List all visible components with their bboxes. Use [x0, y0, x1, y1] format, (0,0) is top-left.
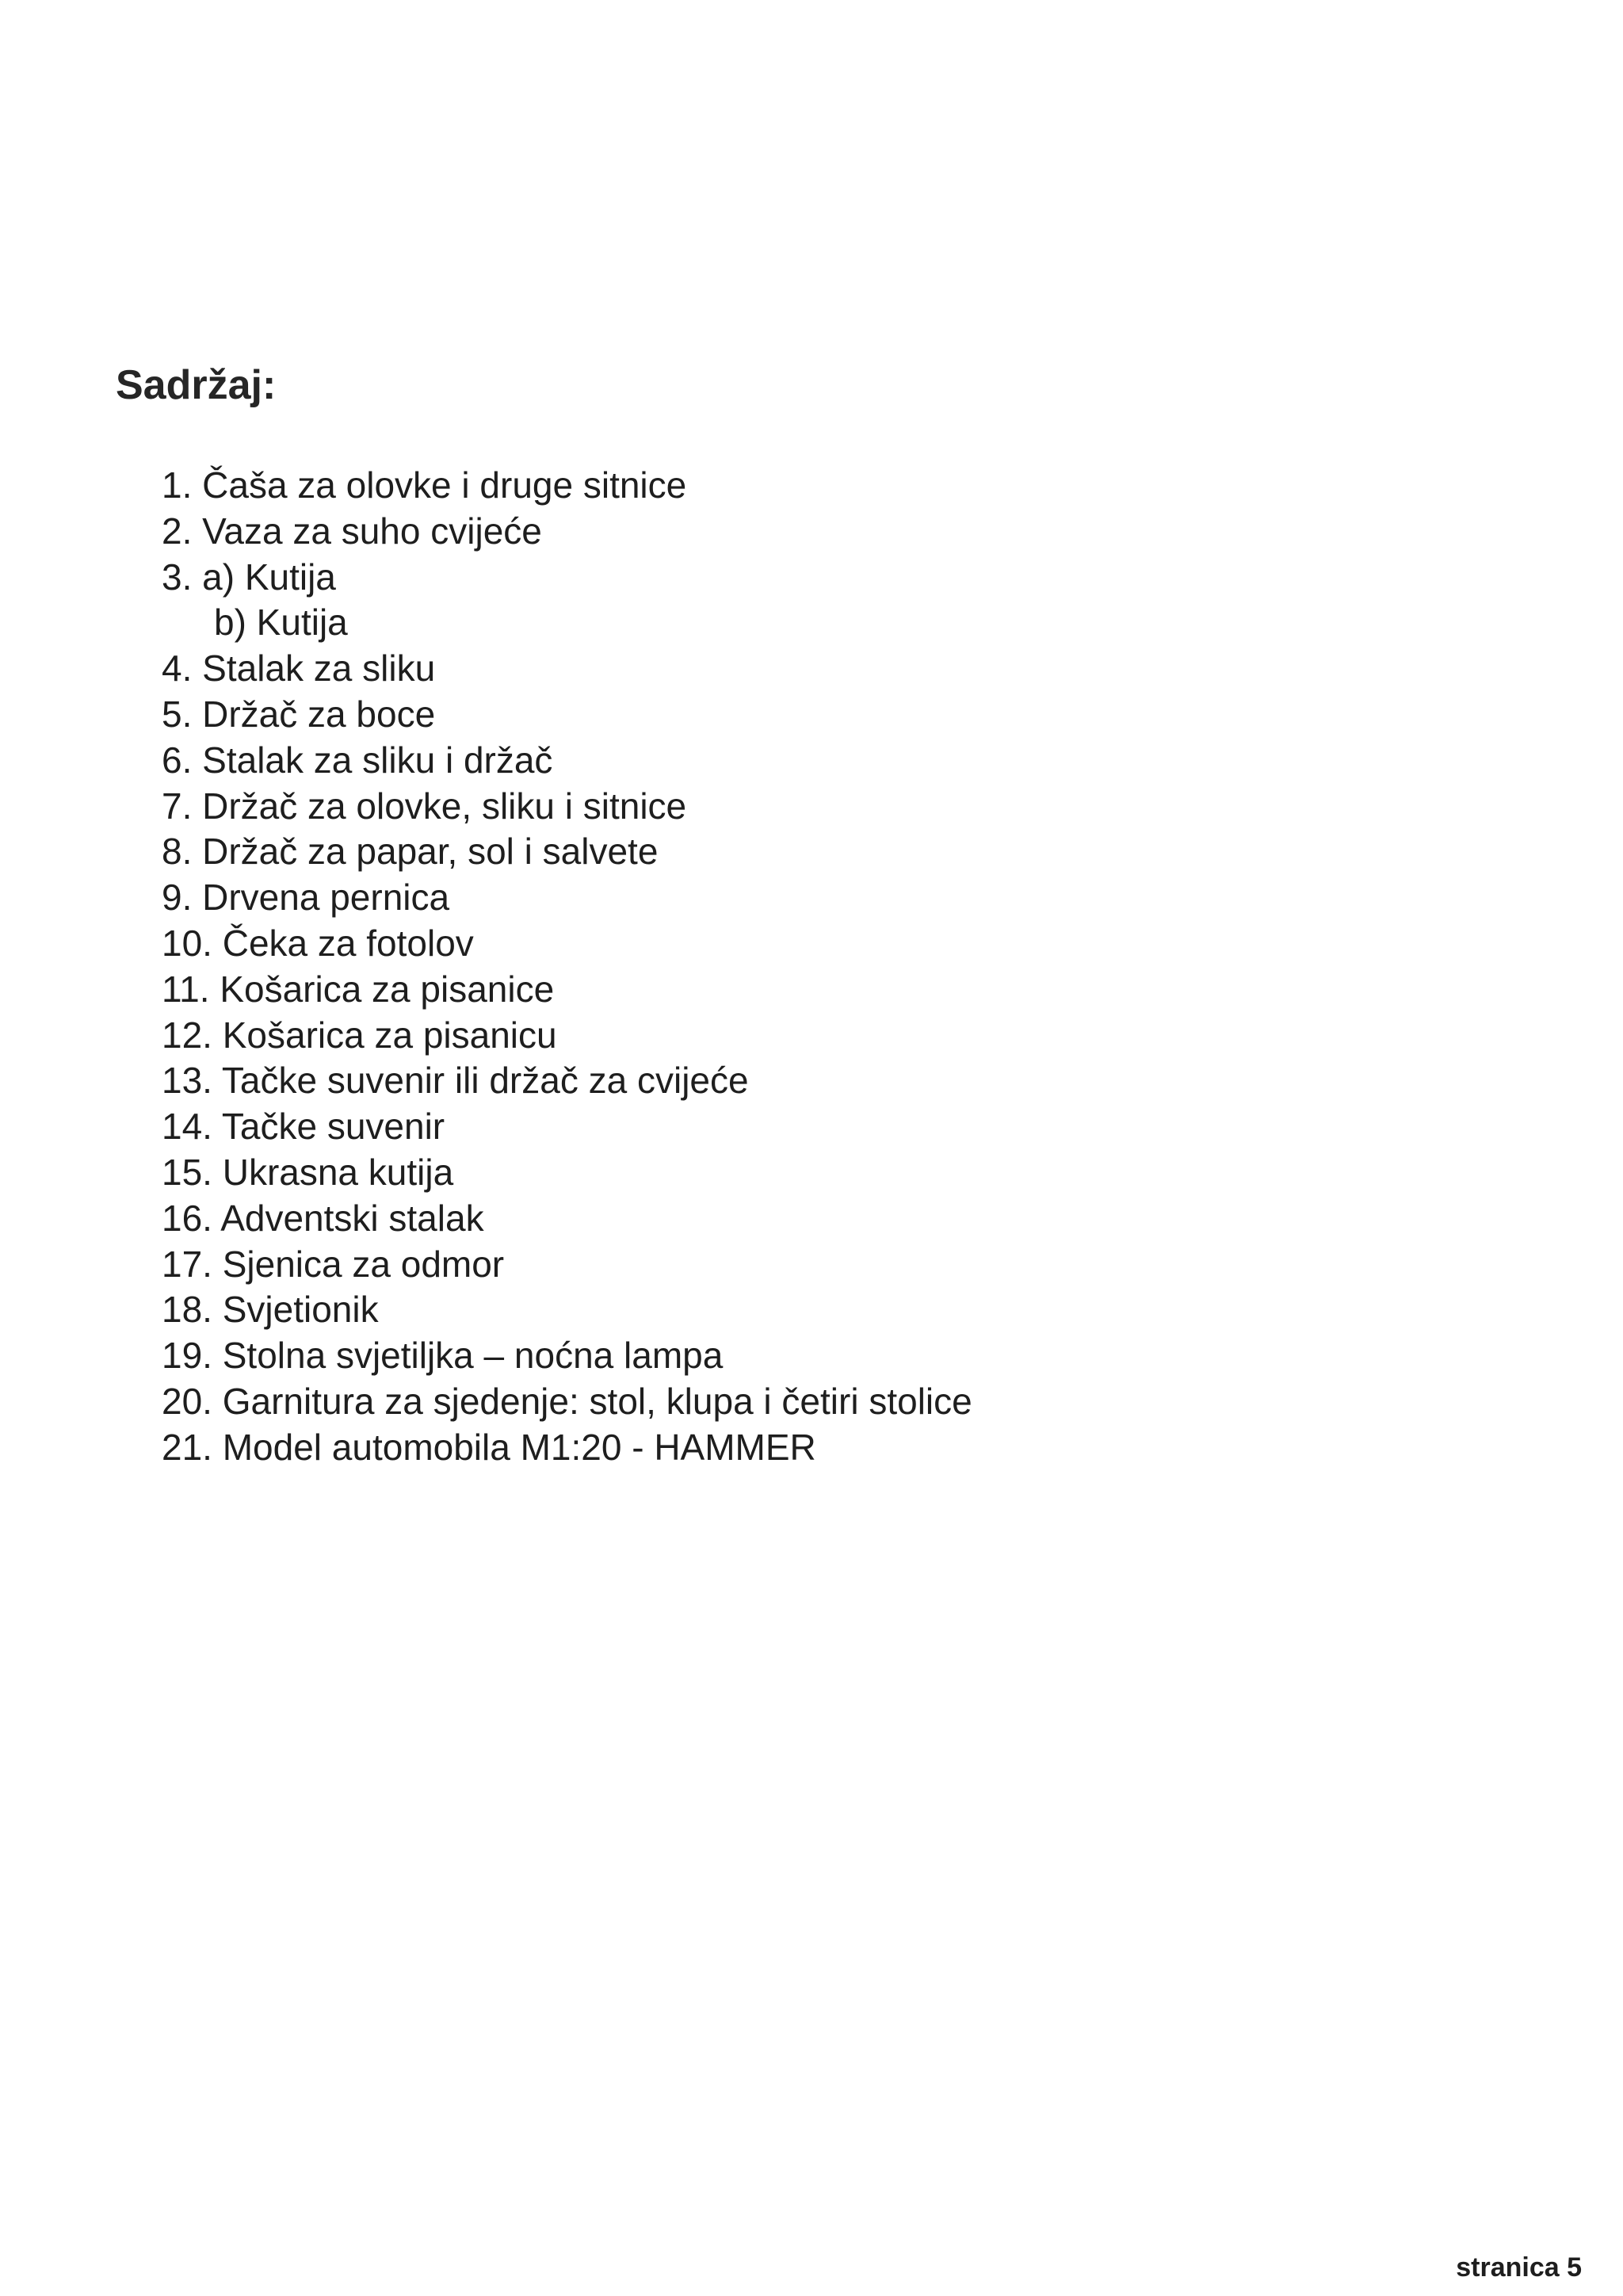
toc-item: 18. Svjetionik: [162, 1289, 379, 1331]
toc-item: 12. Košarica za pisanicu: [162, 1014, 557, 1056]
toc-item: 7. Držač za olovke, sliku i sitnice: [162, 785, 687, 827]
toc-item: 19. Stolna svjetiljka – noćna lampa: [162, 1335, 724, 1377]
page-number: stranica 5: [1456, 2252, 1582, 2283]
page-title: Sadržaj:: [116, 362, 277, 408]
toc-item: 17. Sjenica za odmor: [162, 1243, 505, 1285]
table-of-contents: [162, 463, 972, 1471]
toc-item: 6. Stalak za sliku i držač: [162, 739, 553, 781]
toc-item: 20. Garnitura za sjedenje: stol, klupa i četiri stolice: [162, 1380, 972, 1422]
toc-item: 11. Košarica za pisanice: [162, 968, 555, 1010]
toc-item: 4. Stalak za sliku: [162, 648, 436, 690]
toc-item: 2. Vaza za suho cvijeće: [162, 510, 542, 552]
toc-item: 9. Drvena pernica: [162, 877, 450, 919]
toc-item: 10. Čeka za fotolov: [162, 922, 474, 964]
toc-item: 1. Čaša za olovke i druge sitnice: [162, 464, 687, 506]
toc-item: 21. Model automobila M1:20 - HAMMER: [162, 1426, 816, 1468]
toc-subitem: b) Kutija: [214, 602, 348, 644]
toc-item: 15. Ukrasna kutija: [162, 1151, 454, 1193]
toc-item: 5. Držač za boce: [162, 693, 436, 735]
toc-item: 14. Tačke suvenir: [162, 1106, 445, 1148]
toc-item: 13. Tačke suvenir ili držač za cvijeće: [162, 1060, 749, 1102]
toc-item: 3. a) Kutija: [162, 556, 336, 598]
toc-item: 16. Adventski stalak: [162, 1197, 484, 1239]
toc-item: 8. Držač za papar, sol i salvete: [162, 831, 659, 873]
